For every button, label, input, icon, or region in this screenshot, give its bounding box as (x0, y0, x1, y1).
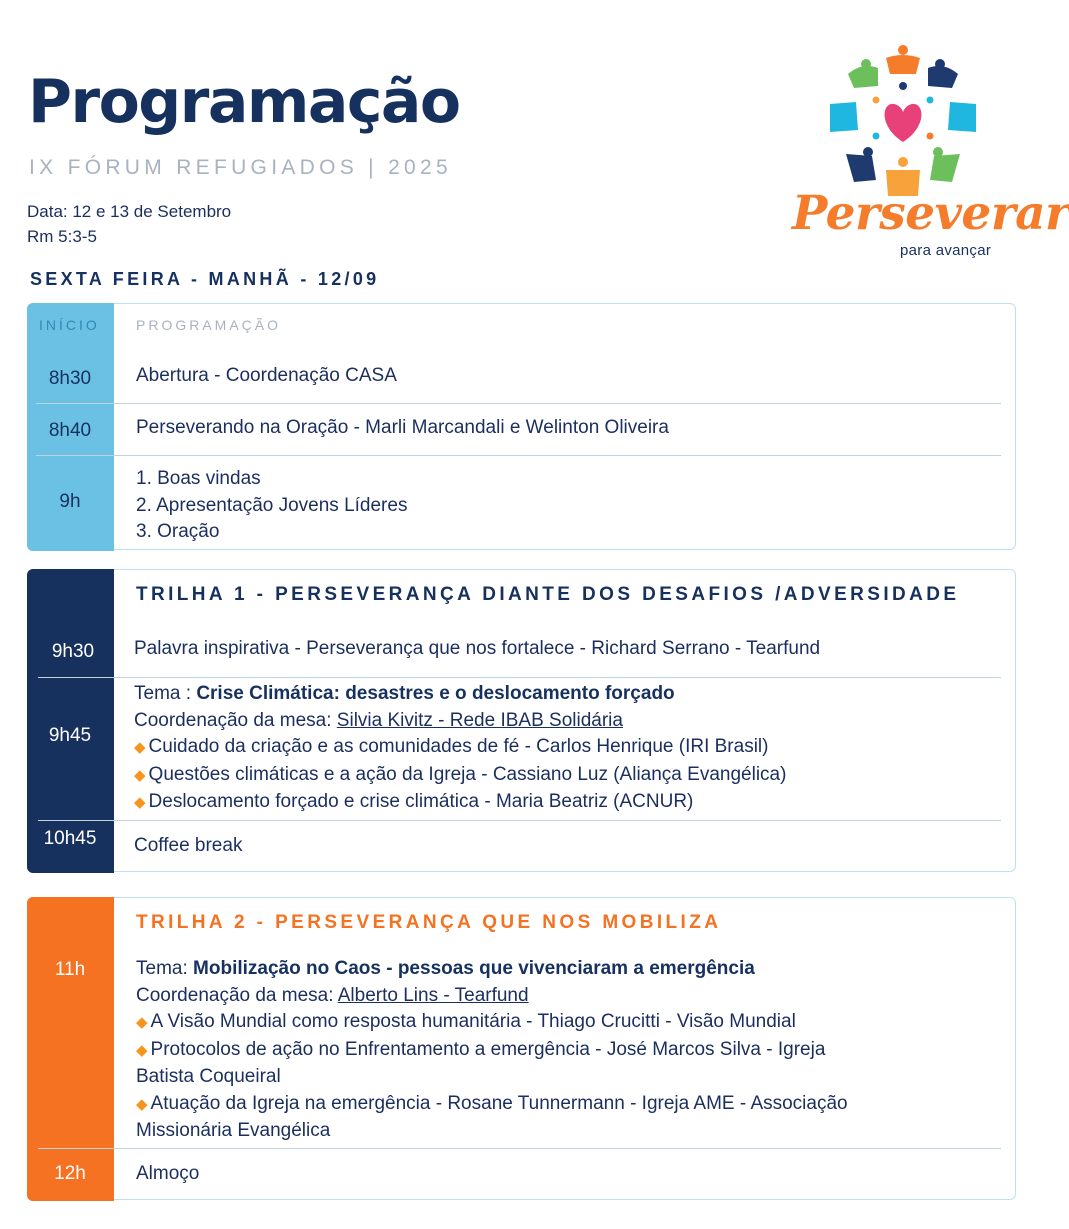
row-divider (38, 677, 1001, 678)
track-title: TRILHA 2 - PERSEVERANÇA QUE NOS MOBILIZA (136, 912, 722, 933)
diamond-bullet-icon: ◆ (134, 766, 146, 784)
track-title: TRILHA 1 - PERSEVERANÇA DIANTE DOS DESAFIOS /ADVERSIDADE (136, 584, 960, 605)
row-time: 10h45 (43, 828, 97, 849)
list-item: 2. Apresentação Jovens Líderes (136, 494, 408, 516)
logo-tagline: para avançar (900, 242, 992, 259)
people-circle-logo-icon (826, 44, 980, 198)
diamond-bullet-icon: ◆ (136, 1014, 148, 1031)
session-item: ◆ Deslocamento forçado e crise climática - Maria Beatriz (ACNUR) (134, 791, 694, 812)
list-item: 3. Oração (136, 521, 220, 542)
bible-verse: Rm 5:3-5 (27, 227, 97, 246)
schedule-table-opening (27, 303, 1016, 550)
row-divider (36, 455, 1001, 456)
row-text: Abertura - Coordenação CASA (136, 365, 397, 386)
row-divider (38, 1148, 1001, 1149)
event-date: Data: 12 e 13 de Setembro (27, 202, 232, 221)
coordinator-link[interactable]: Alberto Lins - Tearfund (337, 984, 529, 1006)
row-divider (38, 820, 1001, 821)
row-time: 9h30 (51, 641, 95, 662)
row-list (136, 466, 407, 546)
row-session (136, 956, 848, 1145)
list-item: 1. Boas vindas (136, 468, 261, 489)
schedule-table-track-2 (27, 897, 1016, 1200)
page-title: Programação (28, 67, 460, 137)
row-text: Palavra inspirativa - Perseverança que nos fortalece - Richard Serrano - Tearfund (134, 638, 821, 659)
row-time: 8h40 (48, 420, 92, 441)
session-coordination: Coordenação da mesa: Silvia Kivitz - Rede IBAB Solidária (134, 709, 623, 731)
diamond-bullet-icon: ◆ (136, 1095, 148, 1113)
session-item-continued: Batista Coqueiral (136, 1066, 281, 1087)
session-item: ◆ A Visão Mundial como resposta humanitária - Thiago Crucitti - Visão Mundial (136, 1011, 796, 1032)
column-header-program: PROGRAMAÇÃO (136, 317, 282, 333)
row-text: Perseverando na Oração - Marli Marcandali e Welinton Oliveira (136, 417, 669, 438)
row-time: 8h30 (48, 368, 92, 389)
diamond-bullet-icon: ◆ (134, 739, 146, 756)
event-meta (27, 199, 231, 249)
row-session (134, 681, 786, 817)
session-item-continued: Missionária Evangélica (136, 1120, 331, 1141)
coordinator-link[interactable]: Silvia Kivitz - Rede IBAB Solidária (336, 709, 623, 731)
schedule-table-track-1 (27, 569, 1016, 872)
session-coordination: Coordenação da mesa: Alberto Lins - Tearfund (136, 984, 529, 1006)
row-divider (36, 403, 1001, 404)
diamond-bullet-icon: ◆ (136, 1041, 148, 1059)
time-column (27, 569, 114, 873)
logo (790, 44, 1069, 266)
diamond-bullet-icon: ◆ (134, 794, 146, 811)
session-theme: Tema: Mobilização no Caos - pessoas que vivenciaram a emergência (136, 958, 755, 979)
session-item: ◆ Cuidado da criação e as comunidades de fé - Carlos Henrique (IRI Brasil) (134, 736, 769, 757)
logo-wordmark: Perseverar (792, 186, 1069, 241)
session-item: ◆ Protocolos de ação no Enfrentamento a emergência - José Marcos Silva - Igreja (136, 1038, 826, 1060)
session-theme: Tema : Crise Climática: desastres e o deslocamento forçado (134, 683, 675, 704)
row-text: Almoço (136, 1163, 200, 1184)
row-time: 11h (54, 959, 86, 980)
column-header-start: INÍCIO (39, 317, 100, 333)
section-title: SEXTA FEIRA - MANHÃ - 12/09 (30, 269, 380, 289)
row-text: Coffee break (134, 835, 243, 856)
time-column (27, 897, 114, 1201)
session-item: ◆ Questões climáticas e a ação da Igreja - Cassiano Luz (Aliança Evangélica) (134, 763, 787, 785)
row-time: 9h45 (48, 725, 92, 746)
row-time: 9h (59, 491, 81, 512)
row-time: 12h (54, 1163, 86, 1184)
session-item: ◆ Atuação da Igreja na emergência - Rosane Tunnermann - Igreja AME - Associação (136, 1092, 848, 1114)
event-subtitle: IX FÓRUM REFUGIADOS | 2025 (29, 156, 452, 179)
